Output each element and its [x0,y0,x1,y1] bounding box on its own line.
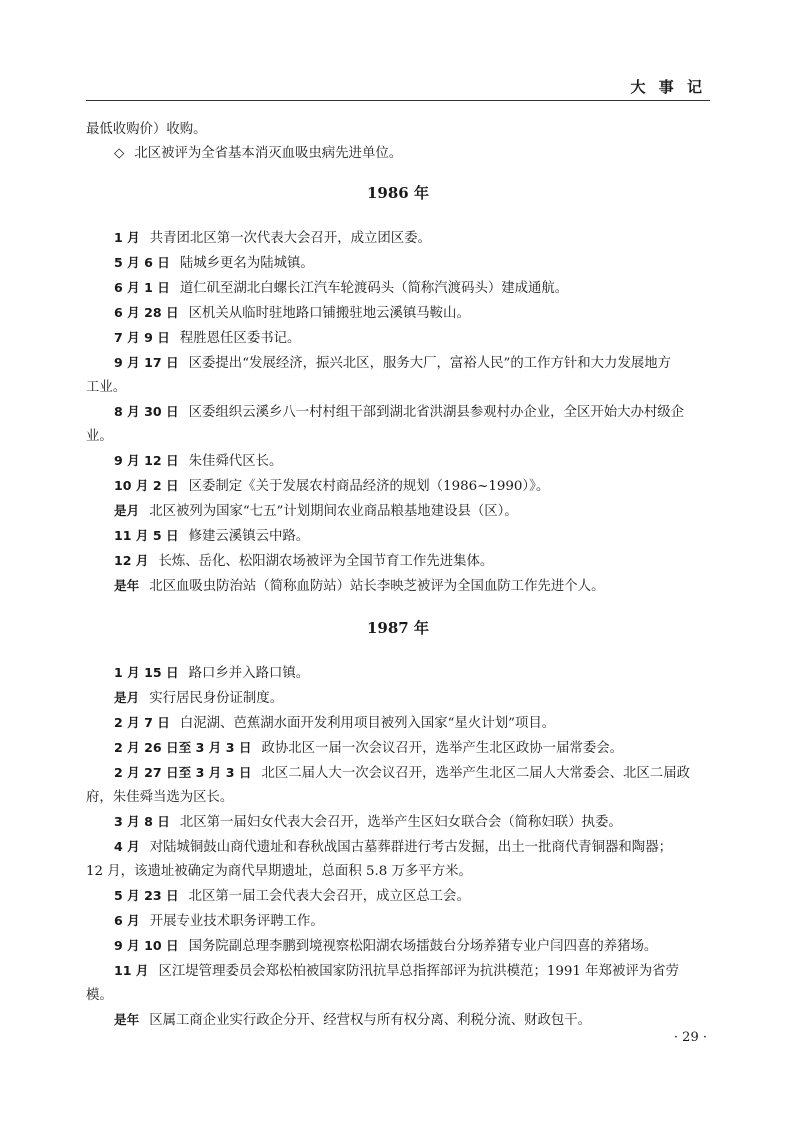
event-date: 1 月 [114,230,140,245]
event-entry [86,909,710,934]
event-date: 9 月 12 日 [114,453,179,468]
header-title: 大 事 记 [630,78,706,96]
event-text: 区江堤管理委员会郑松柏被国家防汛抗旱总指挥部评为抗洪模范；1991 年郑被评为省劳 [158,964,679,979]
event-text: 区委提出“发展经济，振兴北区，服务大厂，富裕人民”的工作方针和大力发展地方 [188,356,672,371]
event-date: 是月 [114,690,140,705]
event-entry [86,524,710,549]
event-entry [86,449,710,474]
event-date: 5 月 23 日 [114,888,179,903]
event-text: 长炼、岳化、松阳湖农场被评为全国节育工作先进集体。 [158,554,494,569]
event-text: 北区血吸虫防治站（简称血防站）站长李映芝被评为全国血防工作先进个人。 [149,579,605,594]
event-entry [86,934,710,959]
event-date: 9 月 10 日 [114,938,179,953]
event-continuation: 工业。 [86,380,127,395]
event-text: 开展专业技术职务评聘工作。 [149,914,324,929]
event-entry [86,499,710,524]
event-continuation: 模。 [86,988,113,1003]
event-entry [86,1008,710,1033]
event-text: 区委制定《关于发展农村商品经济的规划（1986~1990）》。 [188,479,550,494]
page-number: · 29 · [673,1030,707,1045]
event-entry [86,351,710,376]
event-entry [86,736,710,761]
event-text: 区属工商企业实行政企分开、经营权与所有权分离、利税分流、财政包干。 [149,1013,592,1028]
event-date: 3 月 8 日 [114,814,170,829]
event-text: 国务院副总理李鹏到境视察松阳湖农场擂鼓台分场养猪专业户闫四喜的养猪场。 [188,939,658,954]
event-date: 4 月 [114,839,140,854]
diamond-icon: ◇ [114,146,125,161]
event-entry [86,835,710,860]
event-text: 朱佳舜代区长。 [188,454,283,469]
events-1986 [86,226,710,599]
event-text: 程胜恩任区委书记。 [179,331,301,346]
event-date: 是月 [114,503,140,518]
events-1987 [86,661,710,1033]
event-entry [86,711,710,736]
event-text: 区委组织云溪乡八一村村组干部到湖北省洪湖县参观村办企业，全区开始大办村级企 [188,405,685,420]
event-entry [86,400,710,425]
event-entry [86,251,710,276]
event-entry [86,661,710,686]
event-entry [86,276,710,301]
event-text: 政协北区一届一次会议召开，选举产生北区政协一届常委会。 [261,741,624,756]
event-entry [86,326,710,351]
event-text: 修建云溪镇云中路。 [188,529,310,544]
event-date: 1 月 15 日 [114,665,179,680]
event-text: 道仁矶至湖北白螺长江汽车轮渡码头（简称汽渡码头）建成通航。 [179,281,569,296]
event-text: 白泥湖、芭蕉湖水面开发利用项目被列入国家“星火计划”项目。 [179,716,556,731]
event-entry [86,574,710,599]
event-date: 11 月 5 日 [114,528,179,543]
event-date: 是年 [114,578,140,593]
event-date: 是年 [114,1012,140,1027]
event-date: 12 月 [114,553,149,568]
event-continuation: 业。 [86,429,113,444]
event-text: 区机关从临时驻地路口铺搬驻地云溪镇马鞍山。 [188,306,470,321]
event-text: 北区第一届妇女代表大会召开，选举产生区妇女联合会（简称妇联）执委。 [179,815,622,830]
event-date: 9 月 17 日 [114,355,179,370]
event-entry [86,226,710,251]
event-entry [86,884,710,909]
marker-entry [86,142,710,166]
event-date: 2 月 7 日 [114,715,170,730]
event-entry [86,301,710,326]
event-continuation: 12 月，该遗址被确定为商代早期遗址，总面积 5.8 万多平方米。 [86,864,472,879]
event-entry [86,959,710,984]
event-text: 对陆城铜鼓山商代遗址和春秋战国古墓葬群进行考古发掘，出土一批商代青铜器和陶器； [149,840,672,855]
event-entry [86,761,710,786]
event-text: 北区第一届工会代表大会召开，成立区总工会。 [188,889,470,904]
event-entry [86,474,710,499]
event-date: 7 月 9 日 [114,330,170,345]
event-date: 11 月 [114,963,149,978]
event-continuation: 府，朱佳舜当选为区长。 [86,790,234,805]
event-date: 6 月 28 日 [114,305,179,320]
event-date: 6 月 1 日 [114,280,170,295]
event-date: 2 月 27 日至 3 月 3 日 [114,765,252,780]
event-entry [86,549,710,574]
entry-text: 北区被评为全省基本消灭血吸虫病先进单位。 [134,146,403,161]
event-text: 共青团北区第一次代表大会召开，成立团区委。 [149,231,431,246]
event-entry [86,810,710,835]
event-text: 实行居民身份证制度。 [149,691,284,706]
event-text: 北区二届人大一次会议召开，选举产生北区二届人大常委会、北区二届政 [261,766,690,781]
event-entry [86,686,710,711]
page-body [86,118,710,1033]
event-text: 北区被列为国家“七五”计划期间农业商品粮基地建设县（区）。 [149,504,518,519]
event-text: 陆城乡更名为陆城镇。 [179,256,314,271]
year-heading-1987: 1987 年 [367,619,429,637]
running-header [86,74,710,101]
event-text: 路口乡并入路口镇。 [188,666,310,681]
year-heading-1986: 1986 年 [367,184,429,202]
event-date: 2 月 26 日至 3 月 3 日 [114,740,252,755]
continuation-line: 最低收购价）收购。 [86,122,207,137]
event-date: 5 月 6 日 [114,255,170,270]
event-date: 8 月 30 日 [114,404,179,419]
event-date: 6 月 [114,913,140,928]
event-date: 10 月 2 日 [114,478,179,493]
